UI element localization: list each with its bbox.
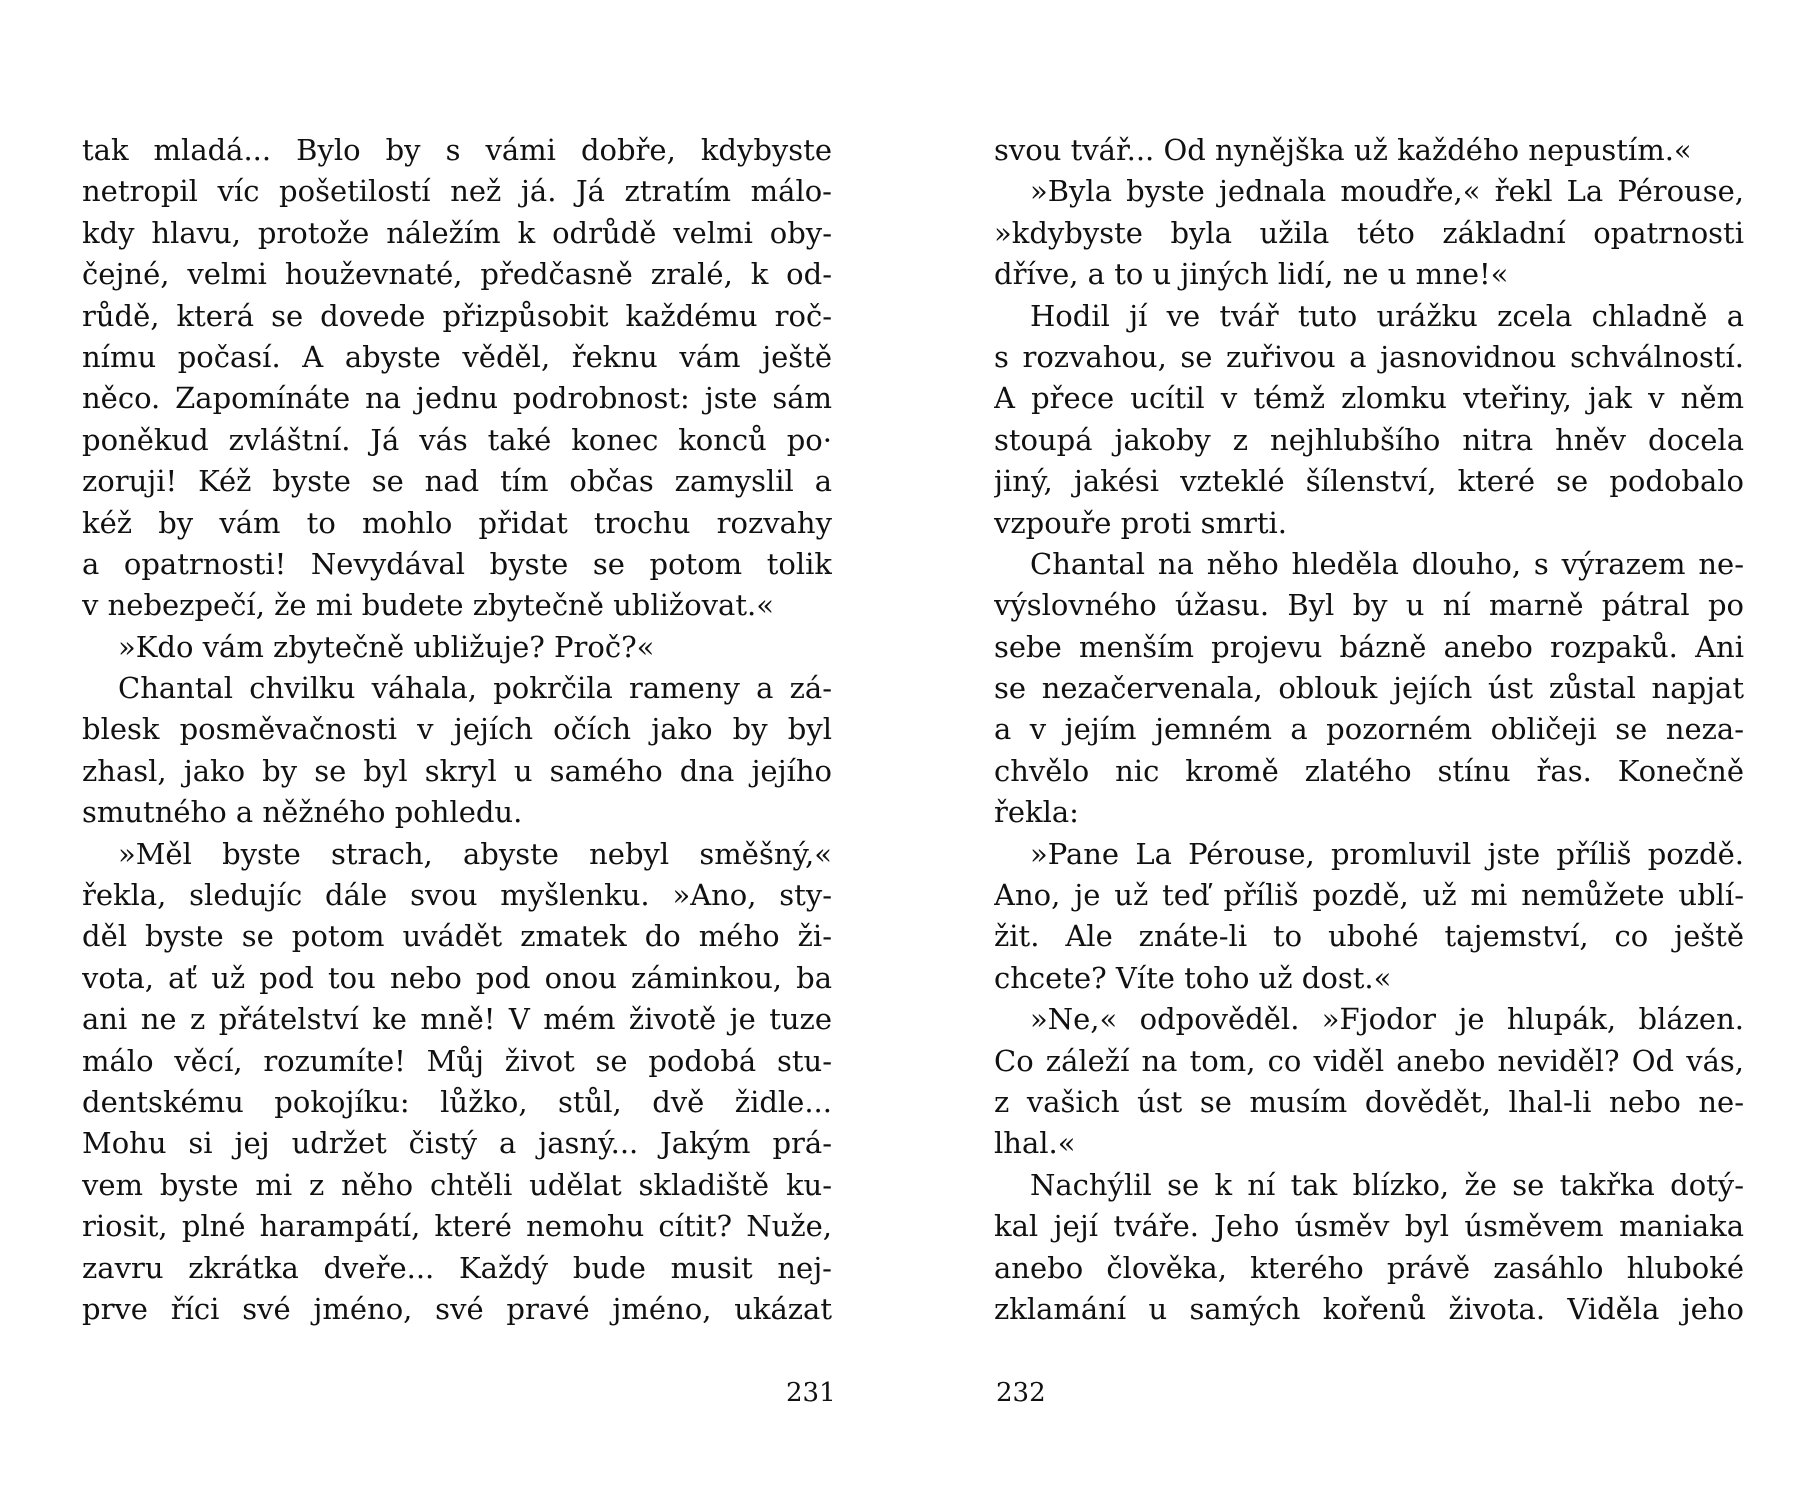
- text-line: se nezačervenala, oblouk jejích úst zůstal napjat: [994, 671, 1744, 706]
- text-line: málo věcí, rozumíte! Můj život se podobá stu-: [82, 1043, 832, 1078]
- text-line: »kdybyste byla užila této základní opatrnosti: [994, 215, 1744, 250]
- paragraph: [994, 544, 1744, 834]
- left-page-text: [82, 130, 832, 1330]
- text-line: něco. Zapomínáte na jednu podrobnost: jste sám: [82, 381, 832, 416]
- text-line: Chantal na něho hleděla dlouho, s výrazem ne-: [1030, 546, 1744, 581]
- text-line: jiný, jakési vzteklé šílenství, které se podobalo: [994, 464, 1744, 499]
- text-line: sebe menším projevu bázně anebo rozpaků. Ani: [994, 629, 1744, 664]
- paragraph: [994, 171, 1744, 295]
- right-page-text: [994, 130, 1744, 1330]
- text-line: ani ne z přátelství ke mně! V mém životě je tuze: [82, 1002, 832, 1037]
- text-line: »Ne,« odpověděl. »Fjodor je hlupák, blázen.: [1030, 1002, 1744, 1037]
- text-line: nímu počasí. A abyste věděl, řeknu vám ještě: [82, 339, 832, 374]
- text-line: vzpouře proti smrti.: [994, 505, 1288, 540]
- text-line: děl byste se potom uvádět zmatek do mého ži-: [82, 919, 832, 954]
- text-line: kdy hlavu, protože náležím k odrůdě velmi oby-: [82, 215, 832, 250]
- text-line: výslovného úžasu. Byl by u ní marně pátral po: [994, 588, 1744, 623]
- text-line: »Pane La Pérouse, promluvil jste příliš pozdě.: [1030, 836, 1744, 871]
- text-line: »Měl byste strach, abyste nebyl směšný,«: [118, 836, 832, 871]
- text-line: Nachýlil se k ní tak blízko, že se takřka dotý-: [1030, 1167, 1744, 1202]
- paragraph: [82, 834, 832, 1331]
- page-number-left: 231: [786, 1378, 836, 1408]
- text-line: v nebezpečí, že mi budete zbytečně ubližovat.«: [82, 588, 774, 623]
- text-line: dentskému pokojíku: lůžko, stůl, dvě židle...: [82, 1084, 832, 1119]
- text-line: blesk posměvačnosti v jejích očích jako by byl: [82, 712, 832, 747]
- paragraph: [82, 627, 832, 668]
- text-line: vota, ať už pod tou nebo pod onou záminkou, ba: [82, 960, 832, 995]
- text-line: a v jejím jemném a pozorném obličeji se neza-: [994, 712, 1744, 747]
- paragraph: [994, 834, 1744, 1000]
- text-line: poněkud zvláštní. Já vás také konec konců po·: [82, 422, 832, 457]
- text-line: zavru zkrátka dveře... Každý bude musit nej-: [82, 1250, 832, 1285]
- text-line: riosit, plné harampátí, které nemohu cítit? Nuže,: [82, 1209, 832, 1244]
- text-line: »Byla byste jednala moudře,« řekl La Pérouse,: [1030, 174, 1744, 209]
- text-line: s rozvahou, se zuřivou a jasnovidnou schválností.: [994, 339, 1744, 374]
- text-line: smutného a něžného pohledu.: [82, 795, 523, 830]
- text-line: kal její tváře. Jeho úsměv byl úsměvem maniaka: [994, 1209, 1744, 1244]
- text-line: tak mladá... Bylo by s vámi dobře, kdybyste: [82, 133, 832, 167]
- text-line: »Kdo vám zbytečně ubližuje? Proč?«: [118, 629, 655, 664]
- text-line: čejné, velmi houževnaté, předčasně zralé, k od-: [82, 257, 832, 292]
- paragraph: [994, 1165, 1744, 1331]
- text-line: Chantal chvilku váhala, pokrčila rameny a zá-: [118, 671, 832, 706]
- text-line: kéž by vám to mohlo přidat trochu rozvahy: [82, 505, 832, 540]
- text-line: chvělo nic kromě zlatého stínu řas. Konečně: [994, 753, 1744, 788]
- text-line: Co záleží na tom, co viděl anebo neviděl? Od vás,: [994, 1043, 1744, 1078]
- text-line: z vašich úst se musím dovědět, lhal-li nebo ne-: [994, 1084, 1744, 1119]
- text-line: dříve, a to u jiných lidí, ne u mne!«: [994, 257, 1509, 292]
- text-line: a opatrnosti! Nevydával byste se potom tolik: [82, 546, 832, 581]
- page-number-right: 232: [996, 1378, 1046, 1408]
- text-line: anebo člověka, kterého právě zasáhlo hluboké: [994, 1250, 1744, 1285]
- text-line: zklamání u samých kořenů života. Viděla jeho: [994, 1291, 1744, 1326]
- paragraph: [994, 999, 1744, 1165]
- paragraph: [994, 296, 1744, 544]
- text-line: lhal.«: [994, 1126, 1076, 1161]
- text-line: Mohu si jej udržet čistý a jasný... Jakým prá-: [82, 1126, 832, 1161]
- text-line: svou tvář... Od nynějška už každého nepustím.«: [994, 133, 1692, 167]
- text-line: žit. Ale znáte-li to ubohé tajemství, co ještě: [994, 919, 1744, 954]
- text-line: prve říci své jméno, své pravé jméno, ukázat: [82, 1291, 832, 1326]
- text-line: netropil víc pošetilostí než já. Já ztratím málo-: [82, 174, 832, 209]
- text-line: růdě, která se dovede přizpůsobit každému roč-: [82, 298, 832, 333]
- text-line: A přece ucítil v témž zlomku vteřiny, jak v něm: [994, 381, 1744, 416]
- text-line: Hodil jí ve tvář tuto urážku zcela chladně a: [1030, 298, 1744, 333]
- text-line: stoupá jakoby z nejhlubšího nitra hněv docela: [994, 422, 1744, 457]
- paragraph: [994, 130, 1744, 171]
- text-line: zhasl, jako by se byl skryl u samého dna jejího: [82, 753, 832, 788]
- text-line: zoruji! Kéž byste se nad tím občas zamyslil a: [82, 464, 832, 499]
- text-line: chcete? Víte toho už dost.«: [994, 960, 1392, 995]
- paragraph: [82, 668, 832, 834]
- paragraph: [82, 130, 832, 627]
- text-line: řekla, sledujíc dále svou myšlenku. »Ano, sty-: [82, 878, 832, 913]
- text-line: Ano, je už teď příliš pozdě, už mi nemůžete ublí-: [994, 878, 1744, 913]
- text-line: vem byste mi z něho chtěli udělat skladiště ku-: [82, 1167, 832, 1202]
- text-line: řekla:: [994, 795, 1079, 830]
